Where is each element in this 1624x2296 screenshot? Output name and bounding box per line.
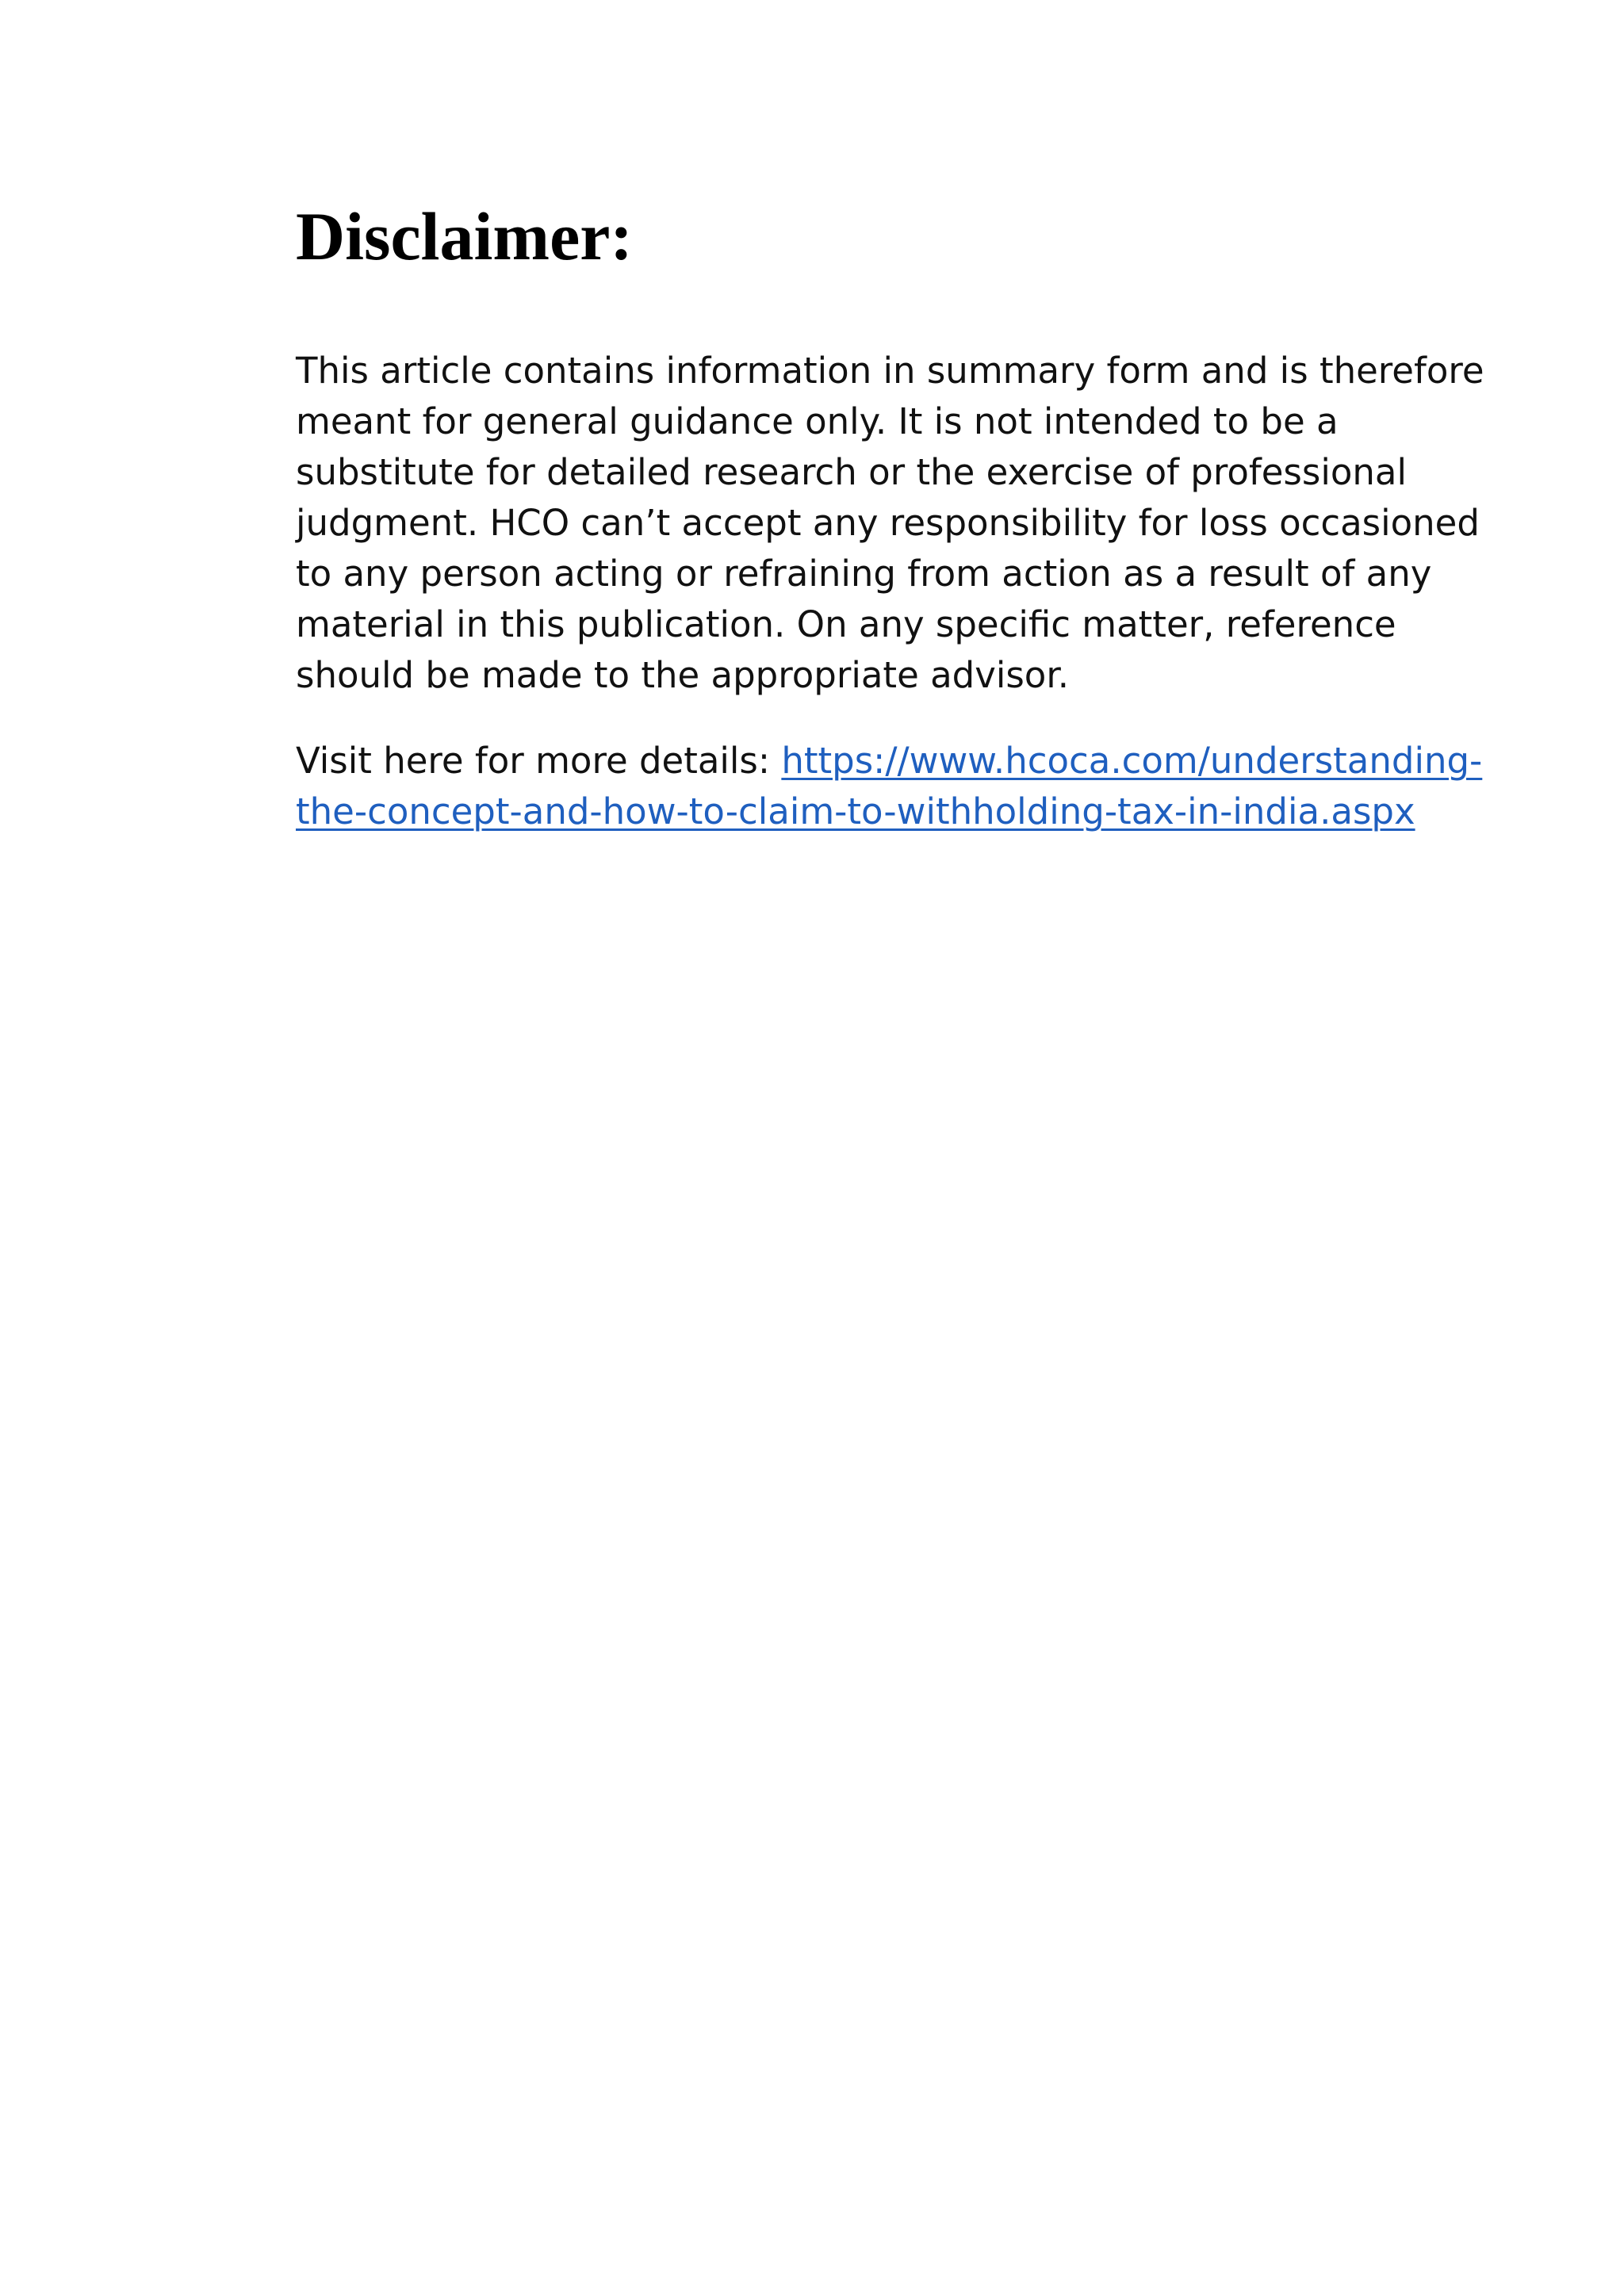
page-title: Disclaimer:	[296, 198, 634, 274]
disclaimer-paragraph	[296, 346, 1484, 701]
paragraph-line: to any person acting or refraining from action as a result of any	[296, 553, 1432, 595]
visit-paragraph	[296, 736, 1483, 837]
visit-label: Visit here for more details:	[296, 740, 782, 782]
details-link[interactable]: https://www.hcoca.com/understanding-	[781, 740, 1483, 782]
visit-line-2	[296, 786, 1422, 837]
paragraph-line: This article contains information in summary form and is therefore	[296, 350, 1484, 392]
paragraph-line: material in this publication. On any specific matter, reference	[296, 603, 1396, 645]
disclaimer-section	[296, 197, 1484, 837]
paragraph-line: meant for general guidance only. It is not intended to be a	[296, 400, 1339, 442]
paragraph-line: substitute for detailed research or the exercise of professional	[296, 451, 1407, 493]
paragraph-line: should be made to the appropriate advisor.	[296, 654, 1069, 696]
visit-line-1	[296, 736, 1483, 786]
paragraph-line: judgment. HCO can’t accept any responsibility for loss occasioned	[296, 502, 1480, 544]
details-link-continued[interactable]: the-concept-and-how-to-claim-to-withholding-tax-in-india.aspx	[296, 790, 1415, 832]
